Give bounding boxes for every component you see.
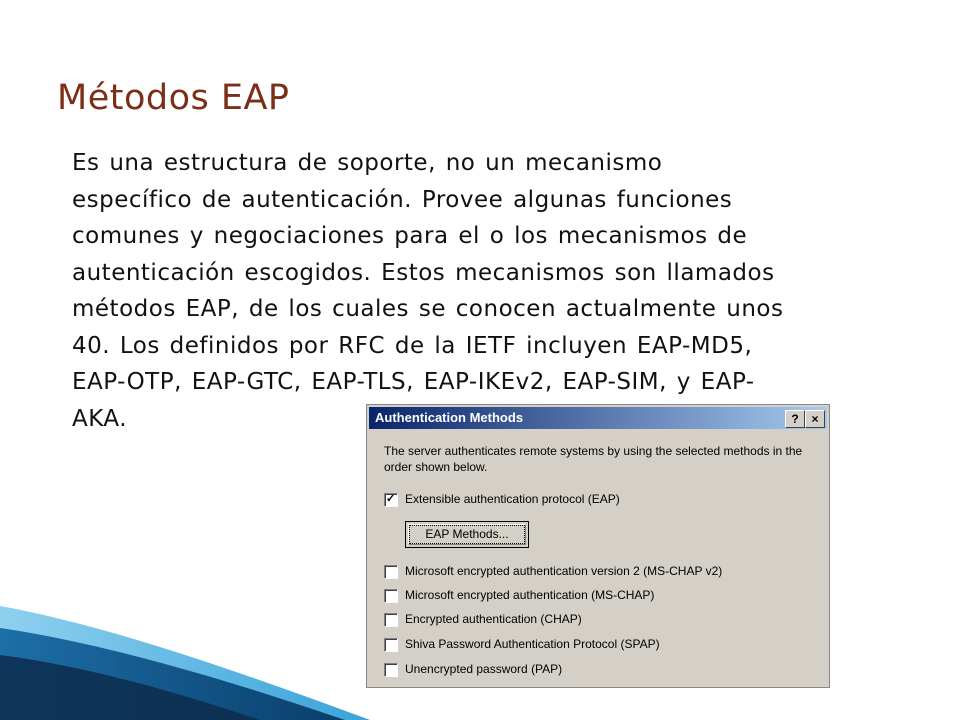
dialog-titlebar [369, 407, 827, 429]
ms-chap-checkbox[interactable] [384, 589, 398, 603]
authentication-methods-dialog [366, 404, 830, 688]
dialog-description: The server authenticates remote systems by using the selected methods in the order shown below. [384, 444, 803, 474]
check-icon: ✓ [386, 493, 396, 505]
body-line: comunes y negociaciones para el o los mecanismos de [72, 223, 748, 249]
body-line: métodos EAP, de los cuales se conocen actualmente unos [72, 296, 784, 322]
body-line: 40. Los definidos por RFC de la IETF incluyen EAP-MD5, [72, 332, 753, 359]
option-label: Unencrypted password (PAP) [405, 662, 563, 676]
spap-checkbox[interactable] [384, 638, 398, 652]
body-line: AKA. [72, 405, 128, 432]
pap-checkbox[interactable] [384, 663, 398, 677]
option-label: Microsoft encrypted authentication (MS-CHAP) [405, 588, 655, 602]
option-label: Encrypted authentication (CHAP) [405, 612, 582, 626]
body-line: EAP-OTP, EAP-GTC, EAP-TLS, EAP-IKEv2, EAP-SIM, y EAP- [72, 369, 755, 395]
eap-checkbox[interactable] [384, 493, 398, 507]
body-line: autenticación escogidos. Estos mecanismos son llamados [72, 259, 775, 286]
option-label: Microsoft encrypted authentication version 2 (MS-CHAP v2) [405, 564, 723, 578]
option-label: Shiva Password Authentication Protocol (SPAP) [405, 637, 660, 651]
ms-chap-v2-checkbox[interactable] [384, 565, 398, 579]
dialog-title: Authentication Methods [375, 410, 524, 425]
chap-checkbox[interactable] [384, 613, 398, 627]
help-button[interactable]: ? [785, 410, 805, 428]
eap-methods-button-label: EAP Methods... [409, 525, 525, 544]
eap-methods-button[interactable] [405, 521, 529, 548]
close-button[interactable]: × [805, 410, 825, 428]
slide-title: Métodos EAP [57, 78, 290, 118]
option-label: Extensible authentication protocol (EAP) [405, 492, 620, 506]
body-line: específico de autenticación. Provee algunas funciones [72, 186, 733, 213]
body-text [72, 145, 902, 437]
body-line: Es una estructura de soporte, no un mecanismo [72, 150, 663, 176]
